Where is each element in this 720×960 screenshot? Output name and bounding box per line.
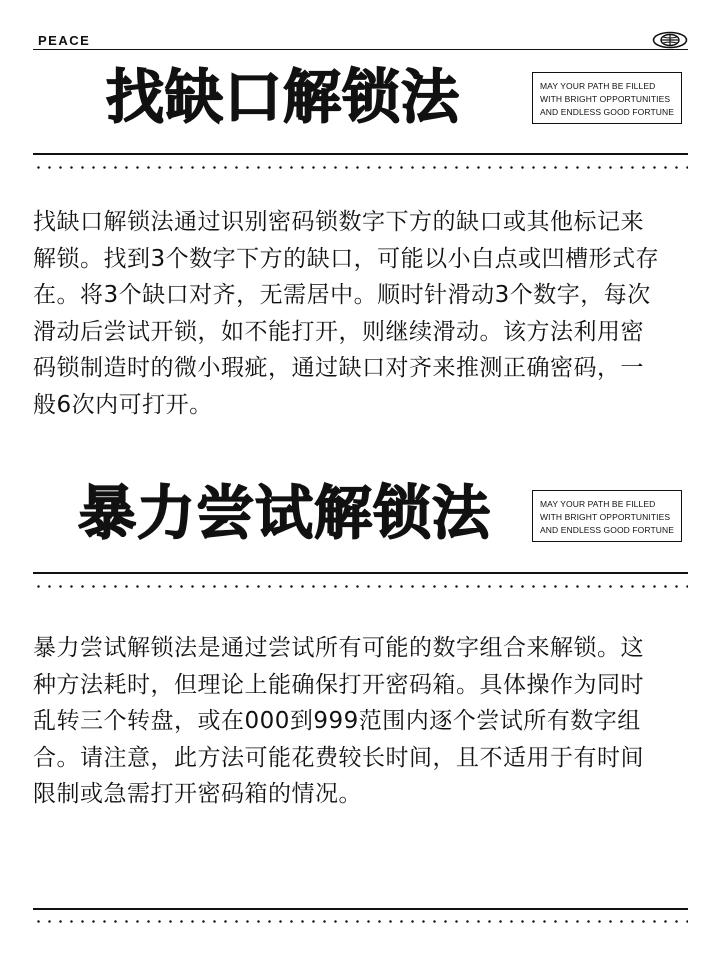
tagline-line: AND ENDLESS GOOD FORTUNE bbox=[540, 525, 675, 535]
brand-name: PEACE bbox=[38, 33, 91, 48]
tagline-box bbox=[532, 490, 682, 542]
dotted-divider bbox=[33, 920, 688, 923]
section-paragraph: 暴力尝试解锁法是通过尝试所有可能的数字组合来解锁。这种方法耗时，但理论上能确保打开密码箱。具体操作为同时乱转三个转盘，或在000到999范围内逐个尝试所有数字组合。请注意，此方法可能花费较长时间，且不适用于有时间限制或急需打开密码箱的情况。 bbox=[33, 635, 644, 807]
section-rule bbox=[33, 572, 688, 574]
tagline-line: WITH BRIGHT OPPORTUNITIES bbox=[540, 512, 671, 522]
section-rule bbox=[33, 153, 688, 155]
tagline-line: MAY YOUR PATH BE FILLED bbox=[540, 499, 656, 509]
footer-rule bbox=[33, 908, 688, 910]
tagline-box bbox=[532, 72, 682, 124]
section-title: 暴力尝试解锁法 bbox=[78, 479, 492, 547]
tagline-line: AND ENDLESS GOOD FORTUNE bbox=[540, 107, 675, 117]
dotted-divider bbox=[33, 166, 688, 169]
tagline-line: MAY YOUR PATH BE FILLED bbox=[540, 81, 656, 91]
globe-badge-icon bbox=[652, 31, 688, 49]
header-rule bbox=[33, 49, 688, 50]
section-paragraph: 找缺口解锁法通过识别密码锁数字下方的缺口或其他标记来解锁。找到3个数字下方的缺口，可能以小白点或凹槽形式存在。将3个缺口对齐，无需居中。顺时针滑动3个数字，每次滑动后尝试开锁，如不能打开，则继续滑动。该方法利用密码锁制造时的微小瑕疵，通过缺口对齐来推测正确密码，一般6次内可打开。 bbox=[33, 209, 660, 418]
section-title: 找缺口解锁法 bbox=[106, 63, 461, 131]
tagline-line: WITH BRIGHT OPPORTUNITIES bbox=[540, 94, 671, 104]
dotted-divider bbox=[33, 585, 688, 588]
